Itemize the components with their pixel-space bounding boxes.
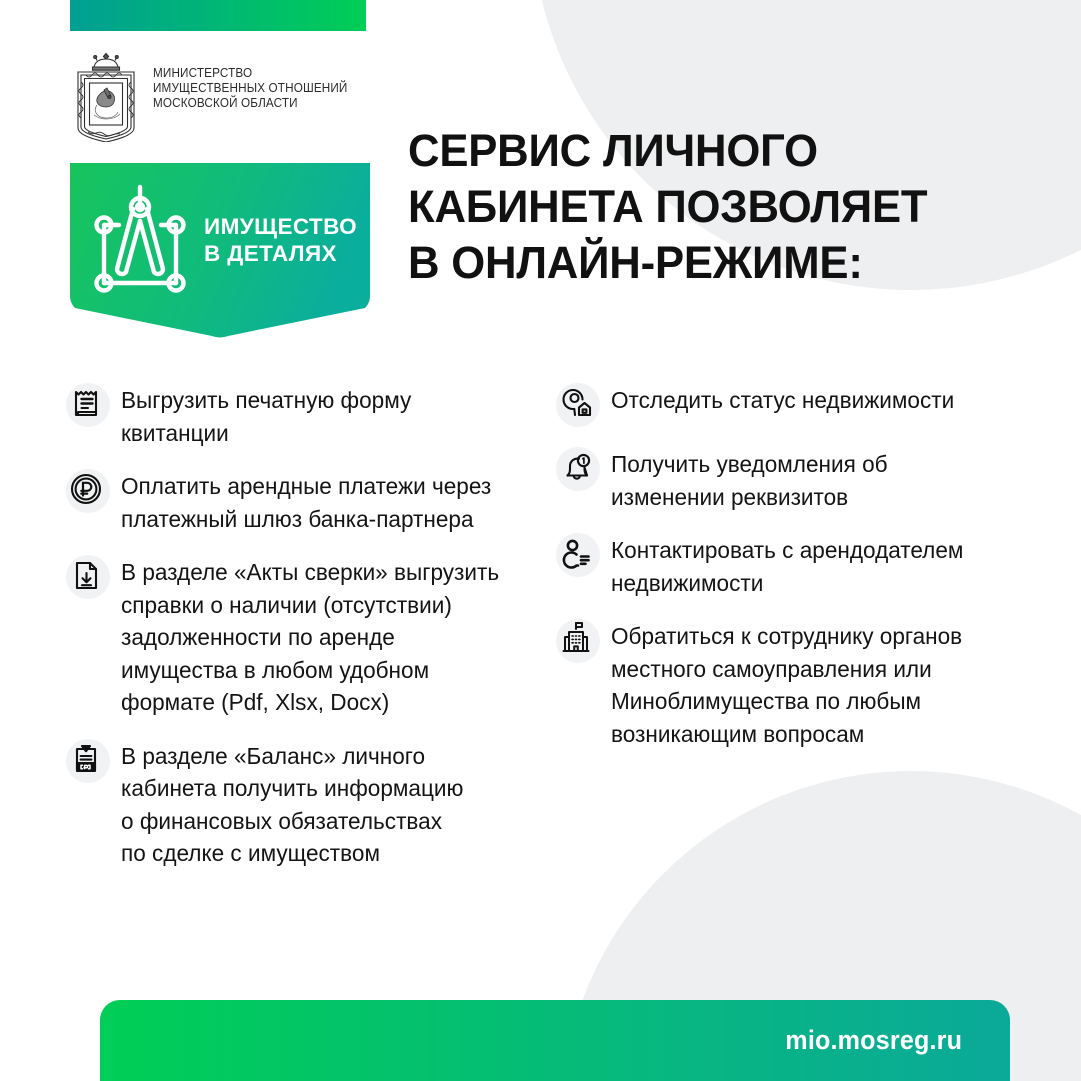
- government-building-icon: [552, 615, 600, 663]
- top-accent-bar: [70, 0, 366, 31]
- feature-line: по сделке с имуществом: [121, 840, 380, 866]
- badge-line-1: ИМУЩЕСТВО: [204, 214, 358, 239]
- feature-line: Выгрузить печатную форму: [121, 387, 412, 413]
- feature-item: [62, 382, 542, 449]
- feature-item: [552, 618, 1022, 750]
- feature-line: платежный шлюз банка-партнера: [121, 505, 474, 532]
- feature-column-left: [62, 382, 542, 889]
- page-title-line-3: В ОНЛАЙН-РЕЖИМЕ:: [408, 237, 863, 288]
- feature-text: [121, 468, 491, 535]
- feature-line: местного самоуправления или: [611, 655, 932, 682]
- feature-item: [552, 532, 1022, 599]
- brand-badge: [70, 163, 370, 338]
- page-title-line-1: СЕРВИС ЛИЧНОГО: [408, 125, 818, 176]
- badge-wordmark: [204, 213, 357, 267]
- feature-item: [552, 446, 1022, 513]
- feature-text: [611, 446, 888, 513]
- feature-line: Оплатить арендные платежи через: [121, 473, 492, 499]
- badge-line-2: В ДЕТАЛЯХ: [204, 241, 337, 266]
- ministry-line-1: МИНИСТЕРСТВО: [153, 66, 253, 80]
- feature-text: [121, 738, 463, 870]
- feature-line: возникающим вопросам: [611, 720, 865, 747]
- feature-line: Отследить статус недвижимости: [611, 387, 955, 413]
- feature-line: справки о наличии (отсутствии): [121, 591, 452, 618]
- bell-notification-icon: [552, 443, 600, 491]
- compass-divider-icon: [86, 183, 194, 301]
- receipt-icon: [62, 379, 110, 427]
- ministry-name: [153, 50, 362, 112]
- feature-column-right: [552, 382, 1022, 769]
- feature-line: недвижимости: [611, 569, 764, 596]
- feature-text: [611, 532, 963, 599]
- ruble-coin-icon: [62, 465, 110, 513]
- feature-line: В разделе «Баланс» личного: [121, 742, 426, 769]
- feature-line: задолженности по аренде: [121, 624, 395, 650]
- ministry-line-3: МОСКОВСКОЙ ОБЛАСТИ: [153, 96, 298, 111]
- feature-line: формате (Pdf, Xlsx, Docx): [121, 689, 390, 715]
- document-download-icon: [62, 551, 110, 599]
- feature-line: Получить уведомления об: [611, 451, 888, 477]
- feature-item: [62, 738, 542, 870]
- coat-of-arms-icon: [70, 50, 142, 142]
- feature-line: о финансовых обязательствах: [121, 807, 442, 834]
- feature-line: кабинета получить информацию: [121, 775, 464, 801]
- feature-line: Обратиться к сотруднику органов: [611, 623, 963, 649]
- feature-item: [552, 382, 1022, 427]
- feature-item: [62, 468, 542, 535]
- feature-line: В разделе «Акты сверки» выгрузить: [121, 559, 500, 585]
- feature-line: квитанции: [121, 419, 229, 446]
- map-pin-house-icon: [552, 379, 600, 427]
- feature-line: изменении реквизитов: [611, 483, 849, 510]
- website-url[interactable]: mio.mosreg.ru: [785, 1025, 962, 1055]
- footer-bar: [100, 1000, 1010, 1081]
- page-title-line-2: КАБИНЕТА ПОЗВОЛЯЕТ: [408, 181, 928, 232]
- feature-text: [121, 382, 411, 449]
- ministry-logo-block: [70, 50, 362, 142]
- feature-item: [62, 554, 542, 719]
- ministry-line-2: ИМУЩЕСТВЕННЫХ ОТНОШЕНИЙ: [153, 81, 348, 96]
- feature-line: Контактировать с арендодателем: [611, 537, 964, 563]
- feature-text: [611, 382, 954, 417]
- page-title: [408, 123, 948, 291]
- feature-line: имущества в любом удобном: [121, 656, 430, 683]
- balance-clipboard-ruble-icon: [62, 735, 110, 783]
- feature-text: [121, 554, 499, 719]
- feature-line: Миноблимущества по любым: [611, 688, 922, 714]
- feature-text: [611, 618, 962, 750]
- contact-person-icon: [552, 529, 600, 577]
